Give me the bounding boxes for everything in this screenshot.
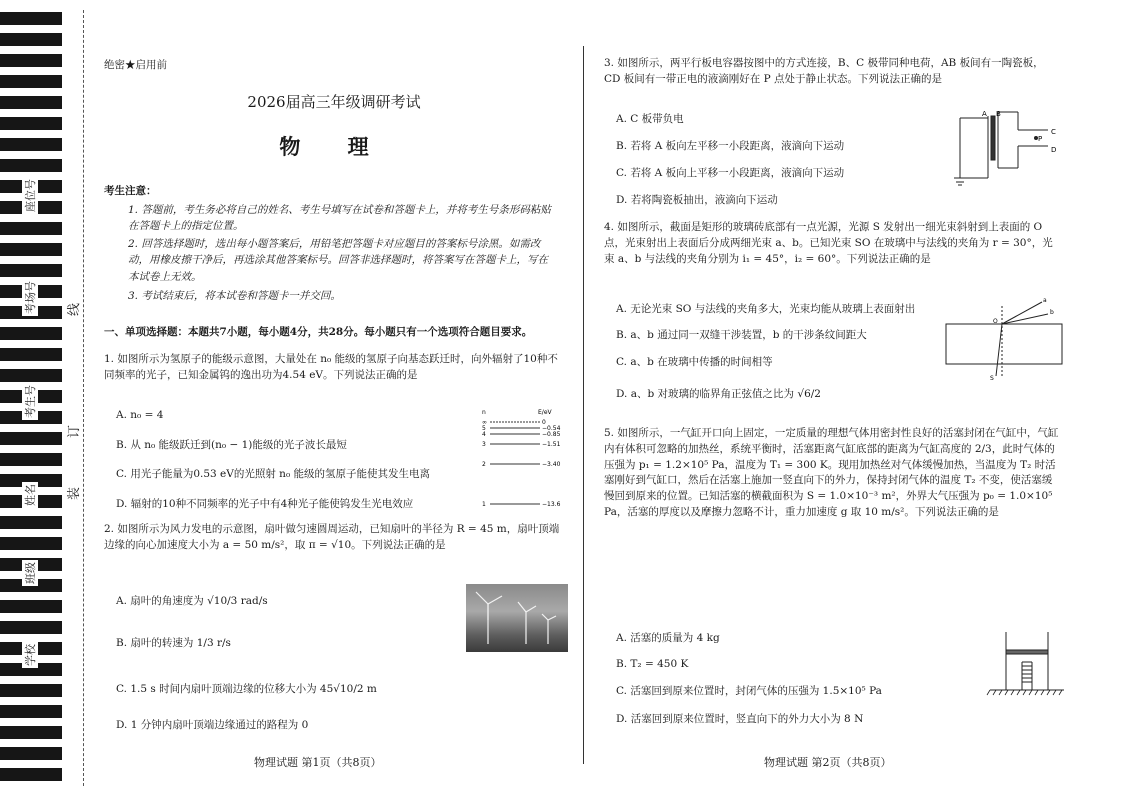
capacitor-circuit-diagram [952, 108, 1064, 194]
school-label: 学校 [24, 644, 37, 666]
notice-heading: 考生注意： [104, 185, 157, 197]
candidate-number-label: 考生号 [24, 385, 37, 418]
q5-option-c[interactable]: C. 活塞回到原来位置时，封闭气体的压强为 1.5×10⁵ Pa [616, 685, 882, 697]
q1-option-a[interactable]: A. n₀ = 4 [116, 409, 164, 421]
plate-d-label: D [1051, 146, 1057, 154]
level-e: 0 [542, 419, 546, 426]
q5-option-a[interactable]: A. 活塞的质量为 4 kg [616, 632, 720, 644]
name-label: 姓名 [24, 484, 37, 506]
level-e: −0.54 [542, 425, 561, 432]
subject-title: 物 理 [279, 134, 389, 159]
q4-option-c[interactable]: C. a、b 在玻璃中传播的时间相等 [616, 356, 773, 368]
question-3-stem: 3. 如图所示，两平行板电容器按图中的方式连接，B、C 极带同种电荷，AB 板间有一陶瓷板，CD 板间有一带正电的液滴刚好在 P 点处于静止状态。下列说法正确的是 [604, 57, 1044, 85]
q2-option-a[interactable]: A. 扇叶的角速度为 √10/3 rad/s [116, 595, 268, 607]
question-4-stem: 4. 如图所示，截面是矩形的玻璃砖底部有一点光源，光源 S 发射出一细光束斜射到上表面的 O 点，光束射出上表面后分成两细光束 a、b。已知光束 SO 在玻璃中与法线的夹角为 r = 30°，光束 a、b 与法线的夹角分别为 i₁ = 45°，i₂ = 60°。下列说法正确的是 [604, 221, 1053, 265]
page-2 [604, 0, 1064, 794]
q2-option-c[interactable]: C. 1.5 s 时间内扇叶顶端边缘的位移大小为 45√10/2 m [116, 683, 377, 695]
glass-block-diagram [944, 296, 1066, 382]
notice-item: 3. 考试结束后，将本试卷和答题卡一并交回。 [128, 290, 341, 302]
q4-option-b[interactable]: B. a、b 通过同一双缝干涉装置，b 的干涉条纹间距大 [616, 329, 867, 341]
level-n: ∞ [482, 419, 487, 426]
ray-a-label: a [1043, 297, 1047, 304]
level-n: 1 [482, 501, 486, 508]
notice-item: 1. 答题前，考生务必将自己的姓名、考生号填写在试卷和答题卡上，并将考生号条形码粘贴在答题卡上的指定位置。 [128, 204, 551, 233]
level-e: −1.51 [542, 441, 561, 448]
notice-item: 2. 回答选择题时，选出每小题答案后，用铅笔把答题卡对应题目的答案标号涂黑。如需改动，用橡皮擦干净后，再选涂其他答案标号。回答非选择题时，将答案写在答题卡上，写在本试卷上无效。 [128, 238, 548, 283]
exam-room-label: 考场号 [24, 281, 37, 314]
level-e: −13.6 [542, 501, 561, 508]
level-e: −0.85 [542, 431, 561, 438]
plate-a-label: A [982, 110, 987, 118]
plate-b-label: B [996, 110, 1001, 118]
point-o-label: O [993, 318, 998, 325]
section-heading: 一、单项选择题：本题共7小题，每小题4分，共28分。每小题只有一个选项符合题目要求。 [104, 326, 533, 338]
source-s-label: S [990, 375, 994, 382]
question-5-stem: 5. 如图所示，一气缸开口向上固定，一定质量的理想气体用密封性良好的活塞封闭在气缸中，气缸内有体积可忽略的加热丝，系统平衡时，活塞距离气缸底部的距离为气缸高度的 2/3，此时气体的压强为 p₁ = 1.2×10⁵ Pa，温度为 T₁ = 300 K。现用加热丝对气体缓慢加热，当温度为 T₂ 时活塞刚好到气缸口，然后在活塞上施加一竖直向下的外力，保持封闭气体的温度 T₂ 不变，使活塞缓慢回到原来的位置。已知活塞的横截面积为 S = 1.0×10⁻³ m²，外界大气压强为 p₀ = 1.0×10⁵ Pa，活塞的厚度以及摩擦力忽略不计，重力加速度 g 取 10 m/s²。下列说法正确的是 [604, 427, 1059, 518]
q3-option-c[interactable]: C. 若将 A 板向上平移一小段距离，液滴向下运动 [616, 167, 845, 179]
seat-number-label: 座位号 [24, 179, 37, 212]
page-divider [583, 46, 584, 764]
q4-option-d[interactable]: D. a、b 对玻璃的临界角正弦值之比为 √6/2 [616, 388, 821, 400]
q1-option-c[interactable]: C. 用光子能量为0.53 eV的光照射 n₀ 能级的氢原子能使其发生电离 [116, 468, 430, 480]
q3-option-a[interactable]: A. C 板带负电 [616, 113, 684, 125]
seal-char-order: 订 [63, 425, 82, 438]
confidential-mark: 绝密★启用前 [104, 59, 167, 71]
q5-option-b[interactable]: B. T₂ = 450 K [616, 658, 689, 670]
level-e: −3.40 [542, 461, 561, 468]
q3-option-b[interactable]: B. 若将 A 板向左平移一小段距离，液滴向下运动 [616, 140, 845, 152]
q1-option-d[interactable]: D. 辐射的10种不同频率的光子中有4种光子能使钨发生光电效应 [116, 498, 414, 510]
class-label: 班级 [24, 562, 37, 584]
level-n: 3 [482, 441, 486, 448]
exam-title: 2026届高三年级调研考试 [247, 93, 421, 111]
wind-turbine-photo [466, 584, 568, 652]
q2-option-b[interactable]: B. 扇叶的转速为 1/3 r/s [116, 637, 231, 649]
page-1 [104, 0, 564, 794]
level-n: 4 [482, 431, 486, 438]
q1-option-b[interactable]: B. 从 n₀ 能级跃迁到(n₀ − 1)能级的光子波长最短 [116, 439, 347, 451]
energy-axis-label: E/eV [538, 409, 552, 416]
wind-turbine-silhouettes [466, 584, 568, 652]
level-n: 2 [482, 461, 486, 468]
q4-option-a[interactable]: A. 无论光束 SO 与法线的夹角多大，光束均能从玻璃上表面射出 [616, 303, 916, 315]
question-1-stem: 1. 如图所示为氢原子的能级示意图，大量处在 n₀ 能级的氢原子向基态跃迁时，向外辐射了10种不同频率的光子，已知金属钨的逸出功为4.54 eV。下列说法正确的是 [104, 353, 558, 381]
level-n: 5 [482, 425, 486, 432]
plate-c-label: C [1051, 128, 1056, 136]
seal-char-pack: 装 [63, 487, 82, 500]
point-p-label: P [1038, 135, 1043, 143]
page-1-footer: 物理试题 第1页（共8页） [254, 756, 382, 769]
n-axis-label: n [482, 409, 486, 416]
binding-strip [0, 0, 86, 794]
gas-cylinder-diagram [986, 626, 1066, 700]
q5-option-d[interactable]: D. 活塞回到原来位置时，竖直向下的外力大小为 8 N [616, 713, 864, 725]
seal-char-line: 线 [63, 303, 82, 316]
page-2-footer: 物理试题 第2页（共8页） [764, 756, 892, 769]
question-2-stem: 2. 如图所示为风力发电的示意图，扇叶做匀速圆周运动，已知扇叶的半径为 R = 45 m，扇叶顶端边缘的向心加速度大小为 a = 50 m/s²，取 π = √10。下列说法正确的是 [104, 523, 560, 551]
energy-level-diagram [480, 404, 564, 512]
q2-option-d[interactable]: D. 1 分钟内扇叶顶端边缘通过的路程为 0 [116, 719, 309, 731]
q3-option-d[interactable]: D. 若将陶瓷板抽出，液滴向下运动 [616, 194, 778, 206]
cut-line [83, 10, 85, 786]
ray-b-label: b [1050, 309, 1054, 316]
